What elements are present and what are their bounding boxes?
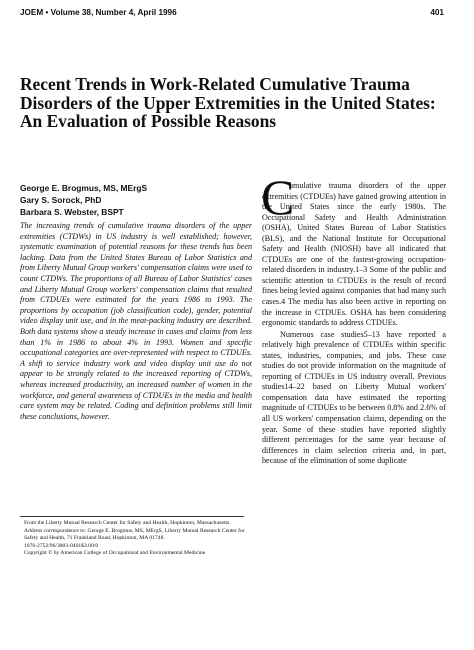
article-title: Recent Trends in Work-Related Cumulative Trauma Disorders of the Upper Extremities in the United States: An Evaluation of Possible Reasons — [20, 74, 436, 132]
footnote-line: From the Liberty Mutual Research Center for Safety and Health, Hopkinton, Massachusetts. — [24, 520, 231, 526]
footnotes — [24, 520, 250, 558]
journal-reference: JOEM • Volume 38, Number 4, April 1996 — [20, 8, 177, 17]
page-number: 401 — [430, 8, 444, 17]
body-column — [262, 181, 446, 467]
footnote-line: Copyright © by American College of Occupational and Environmental Medicine — [24, 550, 206, 557]
abstract: The increasing trends of cumulative trauma disorders of the upper extremities (CTDWs) in US industry is well established; however, systematic examination of potential reasons for these trends has been lacking. Data from the United States Bureau of Labor Statistics and from Liberty Mutual Group workers' compensation claims were used to count CTDWs. The proportions of all Bureau of Labor Statistics' cases and Liberty Mutual Group workers' compensation claims that resulted from CTDUEs were estimated for the years 1986 to 1993. The proportions by occupation (job classification code), gender, potential video display unit use, and in the meat-packing industry are described. Both data systems show a steady increase in cases and claims from less than 1% in 1986 to about 4% in 1993. Women and specific occupational categories are over-represented with respect to CTDUEs. A shift to service industry work and video display unit use do not appear to be strongly related to the increased reporting of CTDWs, whereas increased productivity, an increased number of women in the workforce, and general awareness of CTDUEs in the media and health care system may be related. Coding and definition problems still limit these conclusions, however. — [20, 221, 252, 421]
body-paragraph — [262, 181, 446, 329]
footnote-line: 1076-2752/96/3803-0401$3.00/0 — [24, 542, 99, 549]
author-name: Barbara S. Webster, BSPT — [20, 206, 124, 217]
footnote-line: Safety and Health, 71 Frankland Road, Hopkinton, MA 01748. — [24, 535, 165, 542]
running-header — [20, 8, 444, 22]
author-name: Gary S. Sorock, PhD — [20, 194, 102, 205]
author-name: George E. Brogmus, MS, MErgS — [20, 183, 148, 193]
author-list — [20, 183, 250, 218]
footnote-line: Address correspondence to: George E. Brogmus, MS, MErgS, Liberty Mutual Research Center for — [24, 527, 245, 534]
drop-cap: C — [261, 169, 295, 225]
footnote-divider — [20, 516, 244, 517]
body-paragraph: Numerous case studies5–13 have reported a relatively high prevalence of CTDUEs within specific states, industries, companies, and jobs. These case studies do not provide information on the magnitude of reporting of CTDUEs in US industry overall. Previous studies14–22 based on Liberty Mutual workers' compensation data have estimated the reporting magnitude of CTDUEs to be between 0.8% and 2.6% of all US workers' compensation claims, depending on the year. Some of these studies have reported slightly different percentages for the same year because of differences in claim selection criteria and, in part, because of the elimination of some duplicate — [262, 329, 446, 466]
body-paragraph-text: umulative trauma disorders of the upper extremities (CTDUEs) have gained growing attention in the United States since the early 1980s. The Occupational Safety and Health Administration (OSHA), United States Bureau of Labor Statistics (BLS), and the National Institute for Occupational Safety and Health (NIOSH) have all indicated that CTDUEs are one of the fastest-growing occupation-related disorders in industry.1–3 Some of the public and scientific attention to CTDUEs is the result of record fines being levied against companies that had many such cases.4 The media has also been active in reporting on the increase in CTDUEs. OSHA has been considering ergonomic standards to address CTDUEs. — [262, 181, 446, 328]
